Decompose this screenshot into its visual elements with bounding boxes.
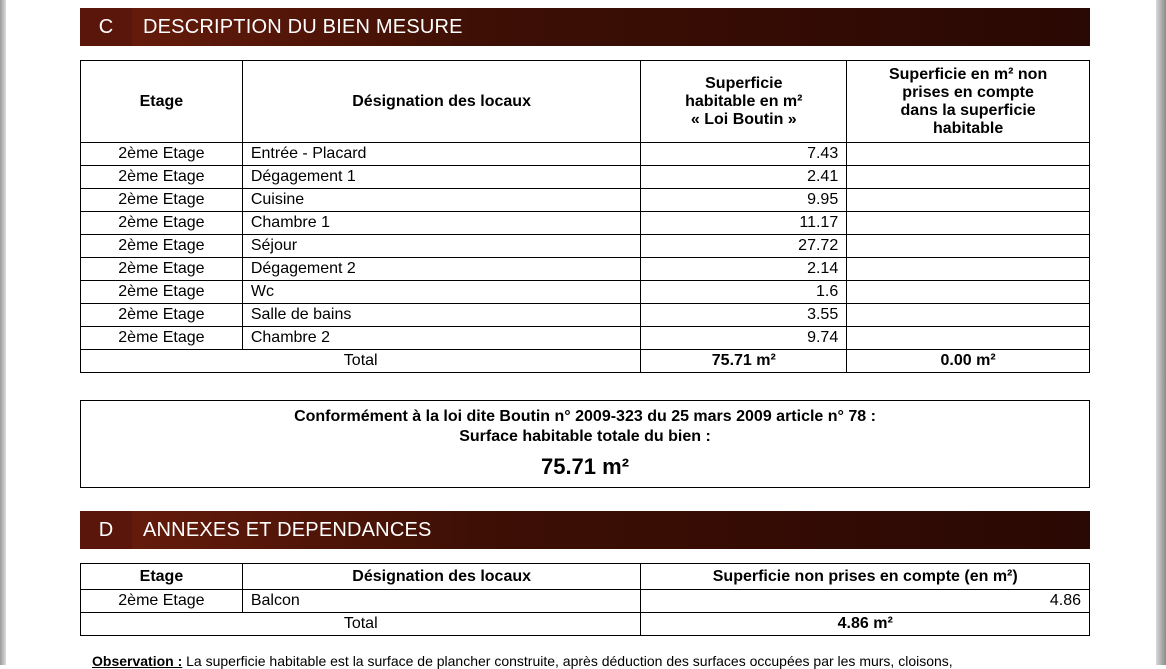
cell-superficie: 3.55 xyxy=(641,304,847,327)
cell-non-prises xyxy=(847,235,1090,258)
header-non-prises-line4: habitable xyxy=(932,119,1004,137)
description-table xyxy=(80,60,1090,373)
cell-superficie: 2.14 xyxy=(641,258,847,281)
cell-designation: Chambre 2 xyxy=(242,327,641,350)
cell-non-prises xyxy=(847,281,1090,304)
cell-etage: 2ème Etage xyxy=(81,327,243,350)
annexes-table xyxy=(80,563,1090,636)
observation-note xyxy=(92,653,1092,669)
cell-etage: 2ème Etage xyxy=(81,281,243,304)
observation-text: La superficie habitable est la surface de plancher construite, après déduction des surfaces occupées par les murs, cloisons, xyxy=(182,653,953,669)
cell-superficie: 1.6 xyxy=(641,281,847,304)
header-superficie-line1: Superficie xyxy=(705,74,783,92)
page-edge-right xyxy=(1156,0,1166,665)
header-superficie-line2: habitable en m² xyxy=(685,92,803,110)
table-row xyxy=(81,590,1090,613)
cell-designation: Cuisine xyxy=(242,189,641,212)
cell-superficie: 9.74 xyxy=(641,327,847,350)
cell-superficie: 4.86 xyxy=(641,590,1090,613)
cell-designation: Entrée - Placard xyxy=(242,143,641,166)
cell-non-prises xyxy=(847,189,1090,212)
cell-etage: 2ème Etage xyxy=(81,304,243,327)
table-row xyxy=(81,304,1090,327)
cell-superficie: 11.17 xyxy=(641,212,847,235)
cell-etage: 2ème Etage xyxy=(81,189,243,212)
annexes-header-superficie: Superficie non prises en compte (en m²) xyxy=(641,564,1090,590)
cell-non-prises xyxy=(847,304,1090,327)
table-row xyxy=(81,327,1090,350)
conformity-statement: Conformément à la loi dite Boutin n° 2009-323 du 25 mars 2009 article n° 78 : xyxy=(294,408,876,425)
cell-etage: 2ème Etage xyxy=(81,143,243,166)
cell-non-prises xyxy=(847,166,1090,189)
cell-designation: Dégagement 2 xyxy=(242,258,641,281)
table-row xyxy=(81,281,1090,304)
section-c-letter: C xyxy=(80,8,132,46)
cell-etage: 2ème Etage xyxy=(81,212,243,235)
cell-superficie: 9.95 xyxy=(641,189,847,212)
observation-label: Observation : xyxy=(92,653,183,669)
cell-non-prises xyxy=(847,258,1090,281)
section-d-letter: D xyxy=(80,511,132,549)
cell-non-prises xyxy=(847,212,1090,235)
annexes-total-superficie: 4.86 m² xyxy=(641,613,1090,636)
total-non-prises: 0.00 m² xyxy=(847,350,1090,373)
table-row xyxy=(81,258,1090,281)
header-non-prises-line2: prises en compte xyxy=(902,83,1034,101)
header-non-prises-line3: dans la superficie xyxy=(900,101,1036,119)
cell-non-prises xyxy=(847,143,1090,166)
header-superficie xyxy=(641,61,847,143)
table-row xyxy=(81,212,1090,235)
cell-designation: Wc xyxy=(242,281,641,304)
cell-designation: Séjour xyxy=(242,235,641,258)
table-row xyxy=(81,143,1090,166)
section-c-header xyxy=(80,8,1090,46)
conformity-subtitle: Surface habitable totale du bien : xyxy=(459,428,711,445)
cell-superficie: 2.41 xyxy=(641,166,847,189)
annexes-header-designation: Désignation des locaux xyxy=(242,564,641,590)
cell-etage: 2ème Etage xyxy=(81,235,243,258)
total-label: Total xyxy=(81,350,641,373)
cell-superficie: 27.72 xyxy=(641,235,847,258)
header-non-prises-line1: Superficie en m² non xyxy=(888,65,1048,83)
cell-designation: Salle de bains xyxy=(242,304,641,327)
cell-non-prises xyxy=(847,327,1090,350)
annexes-header-etage: Etage xyxy=(81,564,243,590)
cell-etage: 2ème Etage xyxy=(81,258,243,281)
section-d-header xyxy=(80,511,1090,549)
conformity-box xyxy=(80,400,1090,488)
cell-superficie: 7.43 xyxy=(641,143,847,166)
section-d-title: ANNEXES ET DEPENDANCES xyxy=(143,518,432,541)
cell-etage: 2ème Etage xyxy=(81,590,243,613)
annexes-table-header-row xyxy=(81,564,1090,590)
description-table-header-row xyxy=(81,61,1090,143)
table-row xyxy=(81,166,1090,189)
total-superficie: 75.71 m² xyxy=(641,350,847,373)
cell-designation: Chambre 1 xyxy=(242,212,641,235)
cell-designation: Balcon xyxy=(242,590,641,613)
section-c-title: DESCRIPTION DU BIEN MESURE xyxy=(143,15,463,38)
table-row xyxy=(81,189,1090,212)
header-non-prises xyxy=(847,61,1090,143)
header-designation: Désignation des locaux xyxy=(242,61,641,143)
cell-etage: 2ème Etage xyxy=(81,166,243,189)
total-row xyxy=(81,350,1090,373)
conformity-total: 75.71 m² xyxy=(540,454,630,479)
cell-designation: Dégagement 1 xyxy=(242,166,641,189)
table-row xyxy=(81,235,1090,258)
total-row xyxy=(81,613,1090,636)
page-edge-left xyxy=(0,0,6,665)
header-etage: Etage xyxy=(81,61,243,143)
header-superficie-line3: « Loi Boutin » xyxy=(690,110,797,128)
annexes-total-label: Total xyxy=(81,613,641,636)
